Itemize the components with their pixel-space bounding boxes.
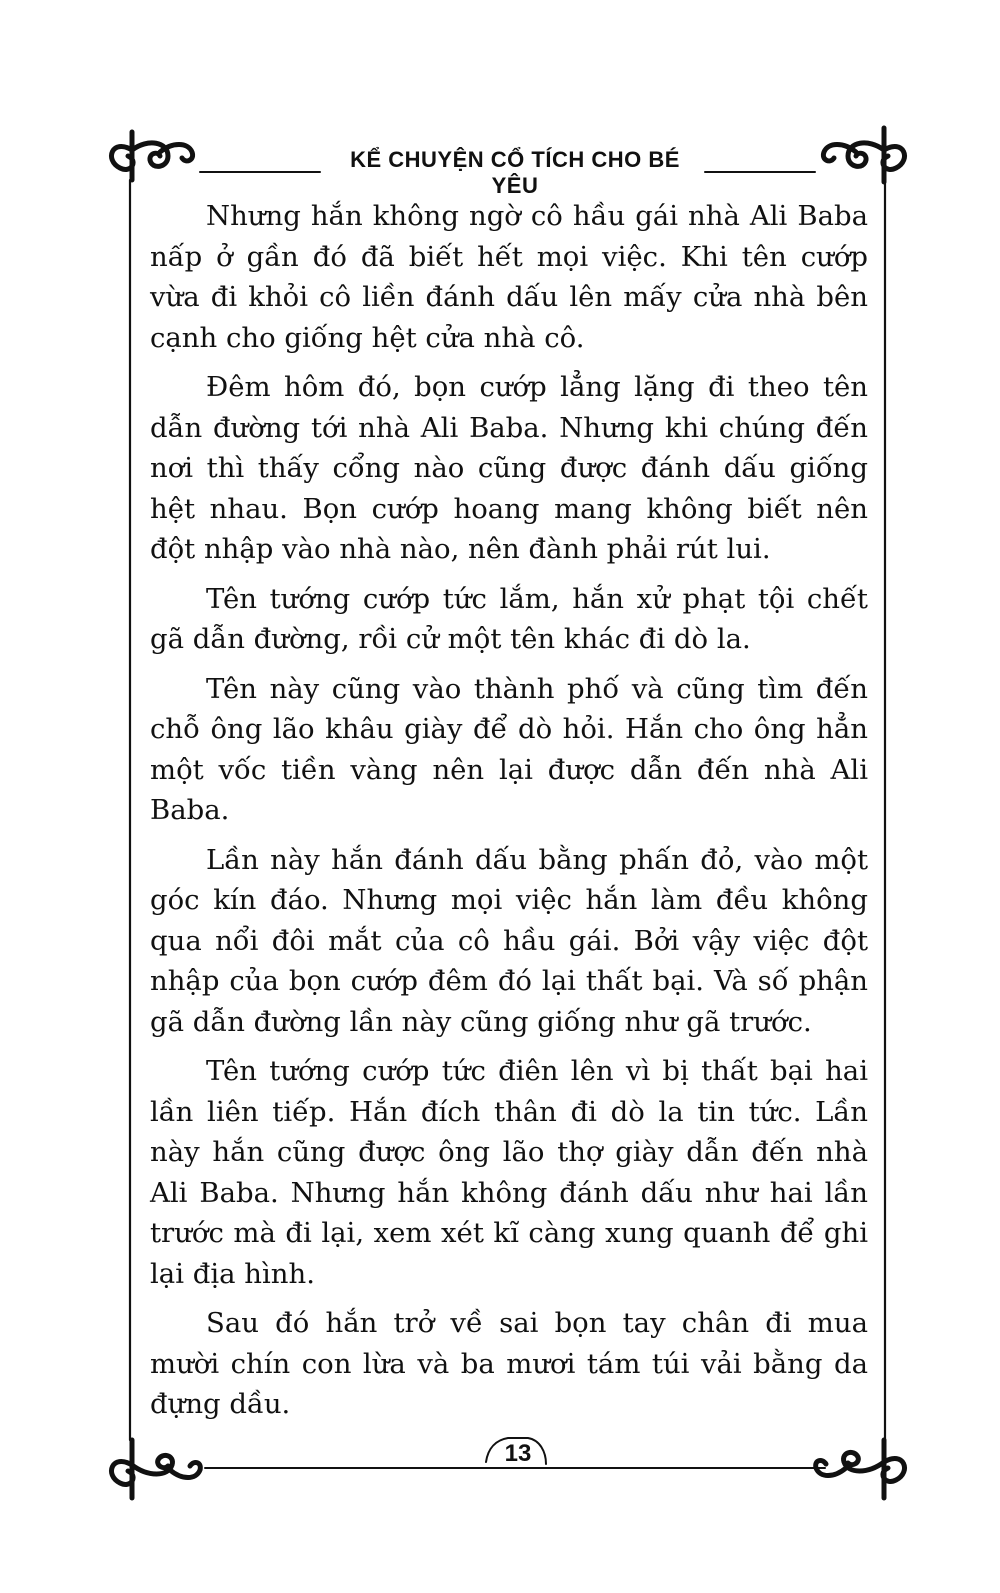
- paragraph: Lần này hắn đánh dấu bằng phấn đỏ, vào một góc kín đáo. Nhưng mọi việc hắn làm đều không qua nổi đôi mắt của cô hầu gái. Bởi vậy việc đột nhập của bọn cướp đêm đó lại thất bại. Và số phận gã dẫn đường lần này cũng giống như gã trước.: [150, 843, 868, 1038]
- paragraph: Nhưng hắn không ngờ cô hầu gái nhà Ali Baba nấp ở gần đó đã biết hết mọi việc. Khi tên cướp vừa đi khỏi cô liền đánh dấu lên mấy cửa nhà bên cạnh cho giống hệt cửa nhà cô.: [150, 200, 868, 354]
- paragraph: Tên tướng cướp tức lắm, hắn xử phạt tội chết gã dẫn đường, rồi cử một tên khác đi dò la.: [150, 582, 868, 655]
- story-text: [150, 196, 868, 1434]
- paragraph: Sau đó hắn trở về sai bọn tay chân đi mua mười chín con lừa và ba mươi tám túi vải bằng da đựng dầu.: [150, 1307, 868, 1420]
- running-header-title: KỂ CHUYỆN CỔ TÍCH CHO BÉ YÊU: [350, 147, 680, 198]
- page-number: 13: [504, 1440, 532, 1467]
- paragraph: Tên tướng cướp tức điên lên vì bị thất bại hai lần liên tiếp. Hắn đích thân đi dò la tin tức. Lần này hắn cũng được ông lão thợ giày dẫn đến nhà Ali Baba. Nhưng hắn không đánh dấu như hai lần trước mà đi lại, xem xét kĩ càng xung quanh để ghi lại địa hình.: [150, 1055, 868, 1290]
- paragraph: Đêm hôm đó, bọn cướp lẳng lặng đi theo tên dẫn đường tới nhà Ali Baba. Nhưng khi chúng đến nơi thì thấy cổng nào cũng được đánh dấu giống hệt nhau. Bọn cướp hoang mang không biết nên đột nhập vào nhà nào, nên đành phải rút lui.: [150, 371, 868, 565]
- paragraph: Tên này cũng vào thành phố và cũng tìm đến chỗ ông lão khâu giày để dò hỏi. Hắn cho ông hẳn một vốc tiền vàng nên lại được dẫn đến nhà Ali Baba.: [150, 672, 868, 826]
